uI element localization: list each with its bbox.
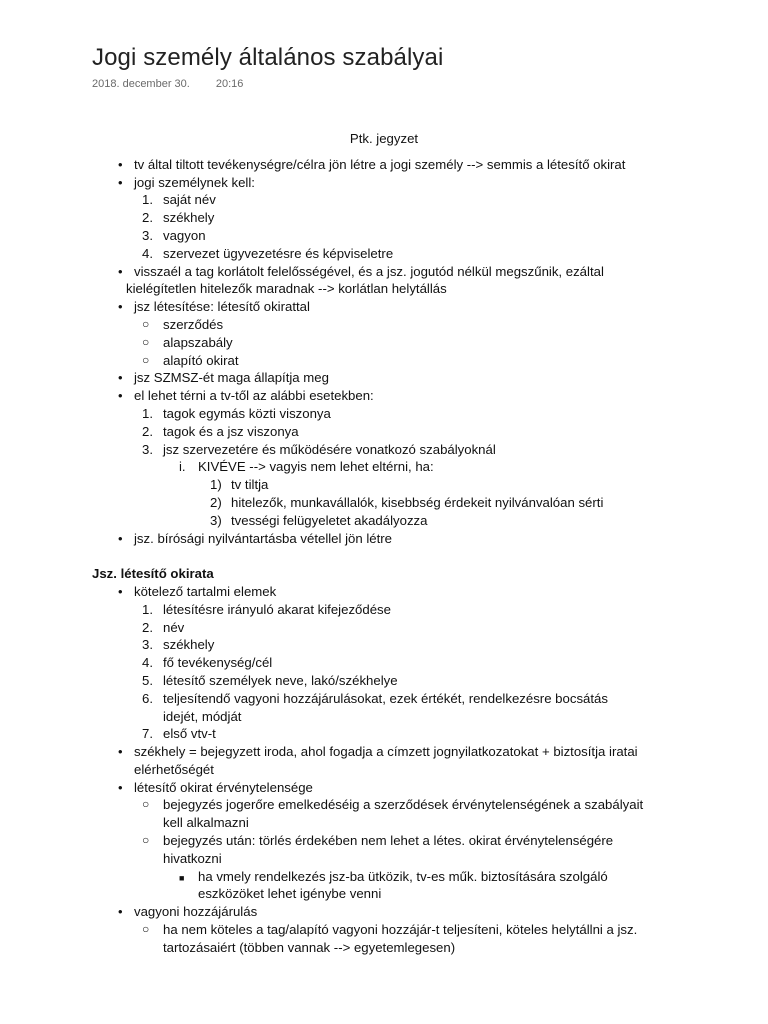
list-item (0, 690, 768, 708)
circle-marker: ○ (142, 352, 150, 367)
list-item-text: székhely (163, 637, 215, 653)
bullet-marker: • (118, 263, 123, 279)
list-item (0, 441, 768, 459)
list-item-text: első vtv-t (163, 726, 216, 742)
list-item-text: elérhetőségét (134, 761, 214, 777)
circle-marker: ○ (142, 797, 150, 812)
list-item-text: jsz szervezetére és működésére vonatkozó szabályoknál (163, 441, 496, 457)
list-item-text: létesítő okirat érvénytelensége (134, 779, 313, 795)
list-item (0, 832, 768, 850)
number-marker: 5. (142, 672, 153, 688)
list-item-continuation (0, 280, 768, 298)
list-item-text: bejegyzés után: törlés érdekében nem lehet a létes. okirat érvénytelenségére (163, 833, 614, 849)
list-item-text: eszközöket lehet igénybe venni (198, 886, 382, 902)
list-item (0, 494, 768, 512)
number-marker: 2. (142, 423, 153, 439)
list-item-text: fő tevékenység/cél (163, 655, 273, 671)
list-item-text: jsz SZMSZ-ét maga állapítja meg (134, 370, 329, 386)
list-item-continuation (0, 939, 768, 957)
paren-marker: 3) (210, 512, 222, 528)
bullet-marker: • (118, 904, 123, 920)
list-item-text: tagok egymás közti viszonya (163, 405, 331, 421)
list-item (0, 921, 768, 939)
list-item (0, 725, 768, 743)
list-item (0, 352, 768, 370)
circle-marker: ○ (142, 316, 150, 331)
list-item-text: tvességi felügyeletet akadályozza (231, 512, 428, 528)
list-item-text: alapító okirat (163, 352, 239, 368)
list-item (0, 334, 768, 352)
list-item-text: el lehet térni a tv-től az alábbi esetekben: (134, 388, 374, 404)
number-marker: 3. (142, 441, 153, 457)
ptk-title: Ptk. jegyzet (349, 131, 419, 146)
list-item-text: vagyon (163, 227, 206, 243)
page-time: 20:16 (215, 78, 244, 90)
list-item-continuation (0, 814, 768, 832)
list-item (0, 743, 768, 761)
list-item (0, 583, 768, 601)
list-item-continuation (0, 885, 768, 903)
list-item-text: szervezet ügyvezetésre és képviseletre (163, 245, 394, 261)
number-marker: 1. (142, 405, 153, 421)
list-item-continuation (0, 708, 768, 726)
list-item (0, 316, 768, 334)
number-marker: 2. (142, 210, 153, 226)
list-item-text: visszaél a tag korlátolt felelősségével, és a jsz. jogutód nélkül megszűnik, ezáltal (134, 263, 604, 279)
list-item-text: kötelező tartalmi elemek (134, 583, 277, 599)
list-item (0, 245, 768, 263)
list-item (0, 387, 768, 405)
list-item-text: idejét, módját (163, 708, 242, 724)
list-item-text: alapszabály (163, 334, 233, 350)
list-item-text: jsz. bírósági nyilvántartásba vétellel jön létre (134, 530, 393, 546)
list-item-text: tv által tiltott tevékenységre/célra jön létre a jogi személy --> semmis a létesítő okirat (134, 156, 626, 172)
number-marker: 2. (142, 619, 153, 635)
list-item-text: név (163, 619, 185, 635)
list-item (0, 636, 768, 654)
list-item (0, 903, 768, 921)
page-date: 2018. december 30. (92, 78, 190, 90)
list-item (0, 405, 768, 423)
list-item (0, 868, 768, 886)
list-item (0, 298, 768, 316)
number-marker: 7. (142, 726, 153, 742)
list-item (0, 423, 768, 441)
list-item-text: szerződés (163, 316, 224, 332)
list-item (0, 530, 768, 548)
list-item-text: tartozásaiért (többen vannak --> egyetemlegesen) (163, 939, 456, 955)
list-item-text: székhely = bejegyzett iroda, ahol fogadja a címzett jognyilatkozatokat + biztosítja iratai (134, 744, 638, 760)
list-item-continuation (0, 761, 768, 779)
bullet-marker: • (118, 744, 123, 760)
number-marker: 4. (142, 245, 153, 261)
list-item-continuation (0, 850, 768, 868)
list-item-text: tv tiltja (231, 477, 269, 493)
circle-marker: ○ (142, 334, 150, 349)
bullet-marker: • (118, 583, 123, 599)
section-heading: Jsz. létesítő okirata (92, 566, 214, 582)
bullet-marker: • (118, 779, 123, 795)
list-item-text: saját név (163, 192, 216, 208)
list-item (0, 512, 768, 530)
list-item (0, 796, 768, 814)
list-item (0, 458, 768, 476)
list-item-text: hitelezők, munkavállalók, kisebbség érdekeit nyilvánvalóan sérti (231, 494, 604, 510)
list-item (0, 227, 768, 245)
list-item (0, 672, 768, 690)
bullet-marker: • (118, 530, 123, 546)
list-item-text: kell alkalmazni (163, 815, 249, 831)
number-marker: 1. (142, 601, 153, 617)
list-item (0, 619, 768, 637)
list-item-text: tagok és a jsz viszonya (163, 423, 299, 439)
list-item (0, 191, 768, 209)
number-marker: 4. (142, 655, 153, 671)
circle-marker: ○ (142, 833, 150, 848)
roman-marker: i. (179, 459, 186, 475)
list-item-text: ha vmely rendelkezés jsz-ba ütközik, tv-es műk. biztosítására szolgáló (198, 868, 608, 884)
list-item (0, 601, 768, 619)
circle-marker: ○ (142, 922, 150, 937)
list-item-text: jogi személynek kell: (134, 174, 255, 190)
list-item-text: hivatkozni (163, 850, 222, 866)
paren-marker: 1) (210, 477, 222, 493)
list-item (0, 209, 768, 227)
list-item (0, 263, 768, 281)
bullet-marker: • (118, 370, 123, 386)
list-item-text: székhely (163, 210, 215, 226)
bullet-marker: • (118, 299, 123, 315)
list-item-text: KIVÉVE --> vagyis nem lehet eltérni, ha: (198, 459, 434, 475)
bullet-marker: • (118, 174, 123, 190)
list-item-text: teljesítendő vagyoni hozzájárulásokat, ezek értékét, rendelkezésre bocsátás (163, 690, 608, 706)
list-item (0, 156, 768, 174)
number-marker: 1. (142, 192, 153, 208)
list-item-text: létesítésre irányuló akarat kifejeződése (163, 601, 391, 617)
page-meta (92, 78, 243, 90)
note-body (0, 130, 768, 957)
number-marker: 6. (142, 690, 153, 706)
list-item-text: jsz létesítése: létesítő okirattal (134, 299, 310, 315)
list-item (0, 476, 768, 494)
list-item (0, 654, 768, 672)
list-item-text: létesítő személyek neve, lakó/székhelye (163, 672, 398, 688)
number-marker: 3. (142, 227, 153, 243)
list-item-text: kielégítetlen hitelezők maradnak --> korlátlan helytállás (126, 281, 447, 297)
list-item (0, 779, 768, 797)
list-item-text: ha nem köteles a tag/alapító vagyoni hozzájár-t teljesíteni, köteles helytállni a jsz. (163, 922, 638, 938)
page-title: Jogi személy általános szabályai (92, 44, 444, 71)
paren-marker: 2) (210, 494, 222, 510)
bullet-marker: • (118, 388, 123, 404)
square-marker: ■ (179, 872, 185, 883)
list-item-text: vagyoni hozzájárulás (134, 904, 258, 920)
list-item (0, 369, 768, 387)
number-marker: 3. (142, 637, 153, 653)
list-item (0, 174, 768, 192)
bullet-marker: • (118, 156, 123, 172)
list-item-text: bejegyzés jogerőre emelkedéséig a szerződések érvénytelenségének a szabályait (163, 797, 644, 813)
